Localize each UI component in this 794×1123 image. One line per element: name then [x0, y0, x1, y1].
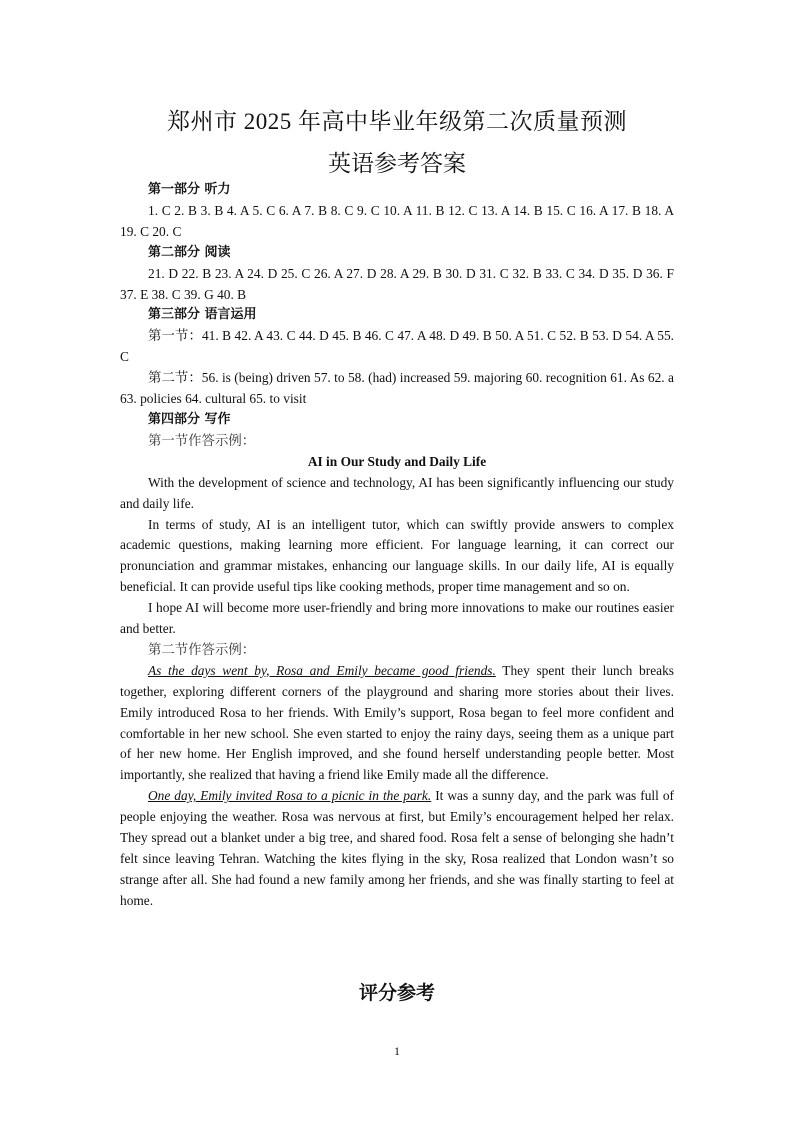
- answer-content: [120, 180, 674, 912]
- essay-paragraph-3: I hope AI will become more user-friendly and bring more innovations to make our routines easier and better.: [120, 600, 674, 637]
- essay-paragraph-1: With the development of science and technology, AI has been significantly influencing our study and daily life.: [120, 474, 674, 511]
- story-paragraph-2: [120, 786, 674, 911]
- part3-section1-answers: 第一节：41. B 42. A 43. C 44. D 45. B 46. C 47. A 48. D 49. B 50. A 51. C 52. B 53. D 54. A 55. C: [120, 328, 674, 365]
- part4-section1-label: 第一节作答示例：: [148, 432, 256, 448]
- part3-section2-answers: 第二节：56. is (being) driven 57. to 58. (had) increased 59. majoring 60. recognition 61. As 62. a 63. policies 64. cultural 65. to visit: [120, 370, 674, 407]
- part2-heading: 第二部分 阅读: [148, 244, 231, 260]
- part4-section2-label: 第二节作答示例：: [148, 641, 256, 657]
- story-paragraph-2-lead: One day, Emily invited Rosa to a picnic in the park.: [148, 788, 432, 804]
- essay-title: AI in Our Study and Daily Life: [307, 453, 487, 469]
- part1-heading: 第一部分 听力: [148, 182, 231, 197]
- essay-paragraph-2: In terms of study, AI is an intelligent tutor, which can swiftly provide answers to complex academic questions, making learning more efficient. For language learning, it can correct our pronunciation and grammar mistakes, enhancing our language skills. In our daily life, AI is equally beneficial. It can provide useful tips like cooking methods, proper time management and so on.: [120, 516, 674, 595]
- story-paragraph-1-body: They spent their lunch breaks together, exploring different corners of the playground and sharing more stories about their lives. Emily introduced Rosa to her friends. With Emily’s support, Rosa began to feel more confident and comfortable in her new school. She even started to enjoy the rainy days, seeing them as a unique part of her new home. Her English improved, and she found herself understanding people better. Most importantly, she realized that having a friend like Emily made all the difference.: [120, 662, 674, 783]
- part4-heading: 第四部分 写作: [148, 411, 231, 427]
- scoring-title: 评分参考: [358, 982, 435, 1004]
- page-number: 1: [394, 1044, 400, 1058]
- story-paragraph-1: [120, 661, 674, 786]
- story-paragraph-2-body: It was a sunny day, and the park was full of people enjoying the weather. Rosa was nervous at first, but Emily’s encouragement helped her relax. They spread out a blanket under a big tree, and shared food. Rosa felt a sense of belonging she hadn’t felt since leaving Tehran. Watching the kites flying in the sky, Rosa realized that London wasn’t so strange after all. She had found a new family among her friends, and she was finally starting to feel at home.: [120, 788, 675, 908]
- part1-answers: 1. C 2. B 3. B 4. A 5. C 6. A 7. B 8. C 9. C 10. A 11. B 12. C 13. A 14. B 15. C 16. A 17. B 18. A 19. C 20. C: [120, 202, 674, 239]
- document-title: 郑州市 2025 年高中毕业年级第二次质量预测: [167, 109, 627, 134]
- part3-heading: 第三部分 语言运用: [148, 307, 257, 323]
- document-subtitle: 英语参考答案: [328, 151, 466, 176]
- part2-answers: 21. D 22. B 23. A 24. D 25. C 26. A 27. D 28. A 29. B 30. D 31. C 32. B 33. C 34. D 35. D 36. F 37. E 38. C 39. G 40. B: [120, 265, 674, 302]
- story-paragraph-1-lead: As the days went by, Rosa and Emily became good friends.: [148, 662, 496, 678]
